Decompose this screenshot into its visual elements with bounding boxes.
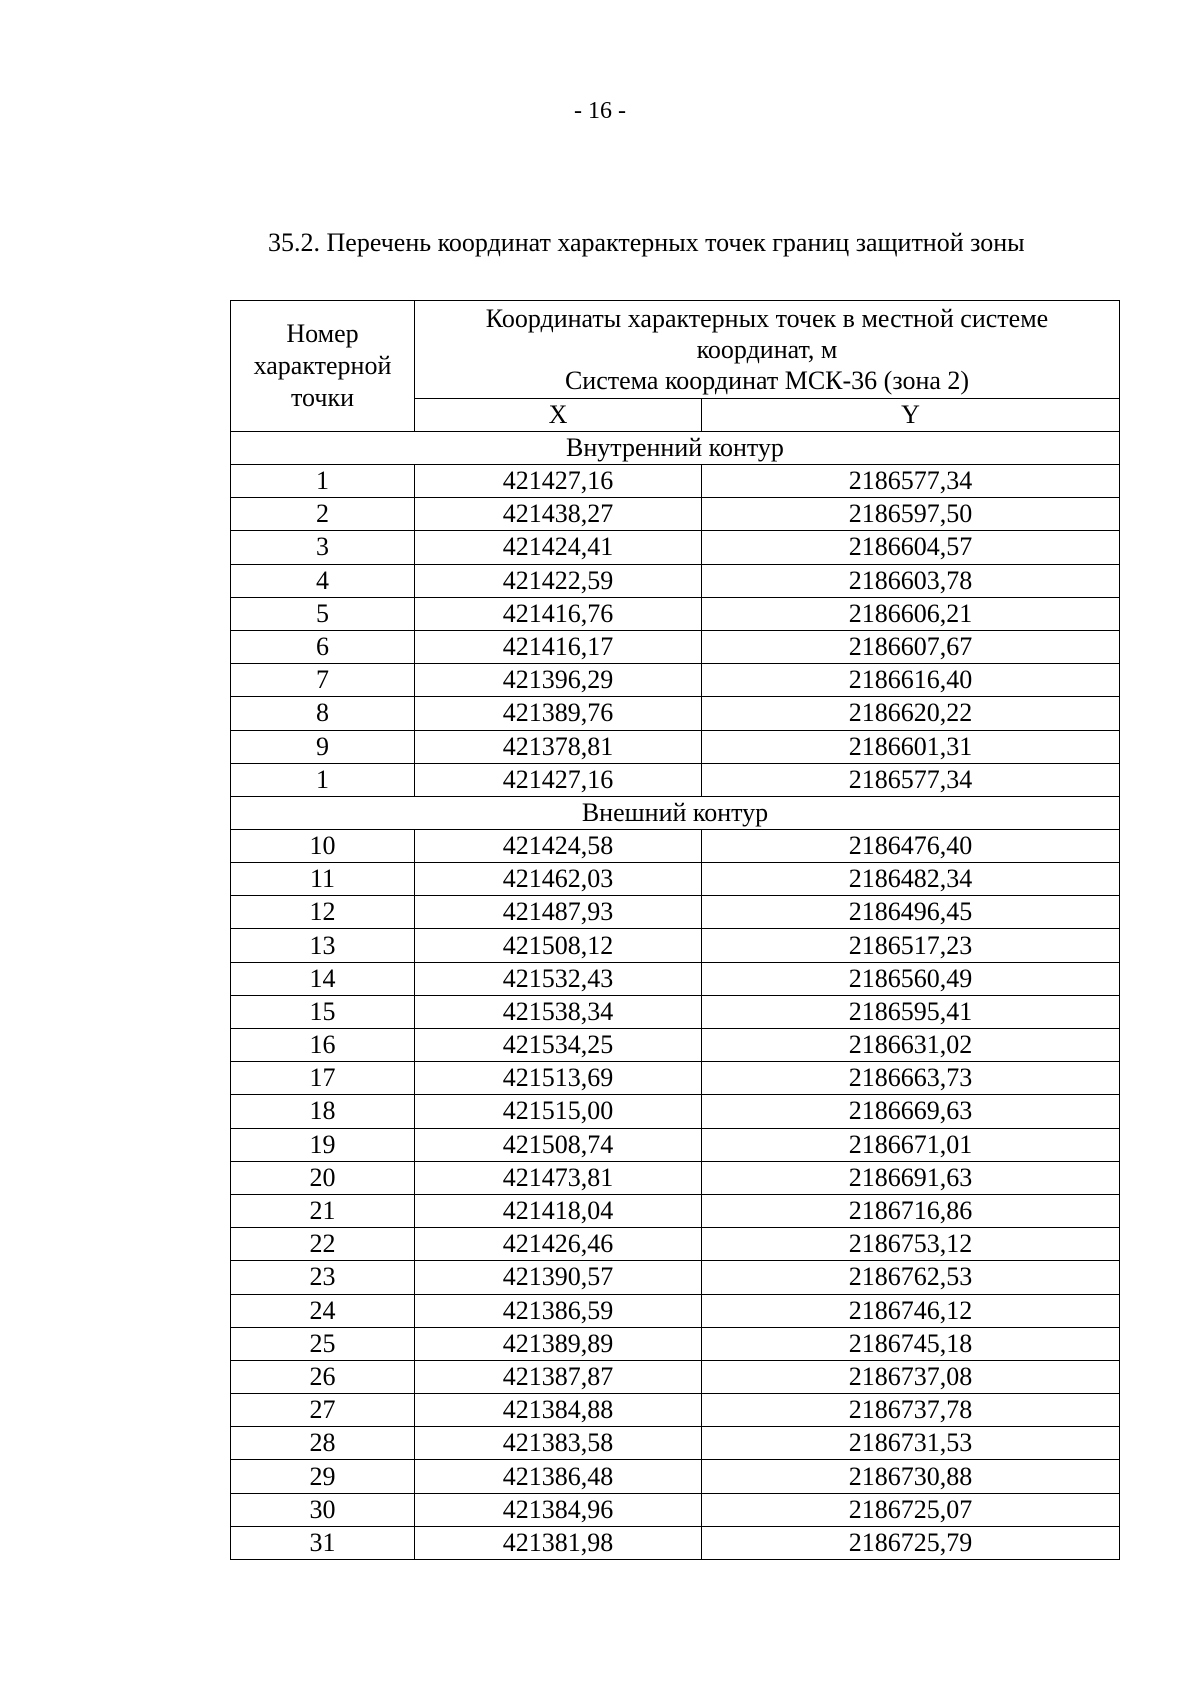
coordinates-table bbox=[230, 300, 1120, 1560]
section-title: Внутренний контур bbox=[231, 432, 1120, 465]
header-point-number bbox=[231, 301, 415, 432]
cell-point-number: 1 bbox=[231, 465, 415, 498]
table-row bbox=[231, 1261, 1120, 1294]
cell-point-number: 6 bbox=[231, 630, 415, 663]
cell-x: 421389,76 bbox=[415, 697, 702, 730]
cell-x: 421416,17 bbox=[415, 630, 702, 663]
cell-y: 2186597,50 bbox=[702, 498, 1120, 531]
cell-y: 2186745,18 bbox=[702, 1327, 1120, 1360]
cell-point-number: 3 bbox=[231, 531, 415, 564]
table-row bbox=[231, 995, 1120, 1028]
header-coordinates bbox=[415, 301, 1120, 399]
cell-y: 2186476,40 bbox=[702, 829, 1120, 862]
table-row bbox=[231, 564, 1120, 597]
cell-point-number: 20 bbox=[231, 1161, 415, 1194]
section-row bbox=[231, 796, 1120, 829]
header-coords-line: Система координат МСК-36 (зона 2) bbox=[564, 366, 970, 395]
table-row bbox=[231, 1228, 1120, 1261]
cell-x: 421386,48 bbox=[415, 1460, 702, 1493]
cell-point-number: 13 bbox=[231, 929, 415, 962]
cell-y: 2186577,34 bbox=[702, 465, 1120, 498]
table-row bbox=[231, 1062, 1120, 1095]
cell-y: 2186716,86 bbox=[702, 1194, 1120, 1227]
table-row bbox=[231, 763, 1120, 796]
table-row bbox=[231, 465, 1120, 498]
table-row bbox=[231, 1394, 1120, 1427]
cell-x: 421387,87 bbox=[415, 1360, 702, 1393]
cell-point-number: 31 bbox=[231, 1526, 415, 1559]
table-row bbox=[231, 1427, 1120, 1460]
cell-x: 421427,16 bbox=[415, 763, 702, 796]
cell-x: 421534,25 bbox=[415, 1029, 702, 1062]
cell-point-number: 25 bbox=[231, 1327, 415, 1360]
cell-y: 2186737,78 bbox=[702, 1394, 1120, 1427]
header-point-line: характерной bbox=[253, 351, 392, 380]
cell-x: 421513,69 bbox=[415, 1062, 702, 1095]
cell-y: 2186753,12 bbox=[702, 1228, 1120, 1261]
cell-point-number: 7 bbox=[231, 664, 415, 697]
cell-x: 421424,58 bbox=[415, 829, 702, 862]
cell-point-number: 29 bbox=[231, 1460, 415, 1493]
cell-point-number: 21 bbox=[231, 1194, 415, 1227]
cell-x: 421396,29 bbox=[415, 664, 702, 697]
cell-y: 2186762,53 bbox=[702, 1261, 1120, 1294]
cell-x: 421384,96 bbox=[415, 1493, 702, 1526]
section-title: Внешний контур bbox=[231, 796, 1120, 829]
cell-y: 2186496,45 bbox=[702, 896, 1120, 929]
cell-point-number: 10 bbox=[231, 829, 415, 862]
table-row bbox=[231, 962, 1120, 995]
cell-x: 421515,00 bbox=[415, 1095, 702, 1128]
cell-x: 421532,43 bbox=[415, 962, 702, 995]
table-row bbox=[231, 1095, 1120, 1128]
cell-point-number: 9 bbox=[231, 730, 415, 763]
table-row bbox=[231, 896, 1120, 929]
table-row bbox=[231, 498, 1120, 531]
table-row bbox=[231, 829, 1120, 862]
table-row bbox=[231, 1128, 1120, 1161]
cell-y: 2186604,57 bbox=[702, 531, 1120, 564]
cell-point-number: 16 bbox=[231, 1029, 415, 1062]
header-x: X bbox=[415, 399, 702, 432]
cell-x: 421487,93 bbox=[415, 896, 702, 929]
cell-point-number: 28 bbox=[231, 1427, 415, 1460]
cell-point-number: 8 bbox=[231, 697, 415, 730]
page-number: - 16 - bbox=[574, 98, 626, 124]
cell-y: 2186671,01 bbox=[702, 1128, 1120, 1161]
cell-y: 2186560,49 bbox=[702, 962, 1120, 995]
cell-x: 421418,04 bbox=[415, 1194, 702, 1227]
cell-point-number: 27 bbox=[231, 1394, 415, 1427]
cell-y: 2186631,02 bbox=[702, 1029, 1120, 1062]
table-row bbox=[231, 929, 1120, 962]
table-row bbox=[231, 1194, 1120, 1227]
cell-x: 421384,88 bbox=[415, 1394, 702, 1427]
cell-point-number: 1 bbox=[231, 763, 415, 796]
table-row bbox=[231, 1327, 1120, 1360]
cell-point-number: 14 bbox=[231, 962, 415, 995]
section-row bbox=[231, 432, 1120, 465]
cell-point-number: 12 bbox=[231, 896, 415, 929]
cell-y: 2186607,67 bbox=[702, 630, 1120, 663]
header-coords-line: Координаты характерных точек в местной системе bbox=[485, 304, 1049, 333]
cell-x: 421422,59 bbox=[415, 564, 702, 597]
cell-x: 421416,76 bbox=[415, 597, 702, 630]
table-row bbox=[231, 597, 1120, 630]
cell-y: 2186595,41 bbox=[702, 995, 1120, 1028]
cell-x: 421538,34 bbox=[415, 995, 702, 1028]
cell-point-number: 23 bbox=[231, 1261, 415, 1294]
table-row bbox=[231, 664, 1120, 697]
cell-y: 2186606,21 bbox=[702, 597, 1120, 630]
cell-x: 421473,81 bbox=[415, 1161, 702, 1194]
table-row bbox=[231, 1360, 1120, 1393]
cell-y: 2186731,53 bbox=[702, 1427, 1120, 1460]
cell-y: 2186603,78 bbox=[702, 564, 1120, 597]
cell-y: 2186725,07 bbox=[702, 1493, 1120, 1526]
cell-x: 421383,58 bbox=[415, 1427, 702, 1460]
cell-x: 421389,89 bbox=[415, 1327, 702, 1360]
cell-x: 421427,16 bbox=[415, 465, 702, 498]
header-point-line: Номер bbox=[286, 319, 359, 348]
cell-point-number: 11 bbox=[231, 863, 415, 896]
cell-y: 2186601,31 bbox=[702, 730, 1120, 763]
cell-x: 421426,46 bbox=[415, 1228, 702, 1261]
table-row bbox=[231, 730, 1120, 763]
header-coords-line: координат, м bbox=[696, 335, 838, 364]
cell-y: 2186746,12 bbox=[702, 1294, 1120, 1327]
cell-point-number: 5 bbox=[231, 597, 415, 630]
cell-y: 2186616,40 bbox=[702, 664, 1120, 697]
cell-y: 2186663,73 bbox=[702, 1062, 1120, 1095]
table-row bbox=[231, 1460, 1120, 1493]
cell-point-number: 30 bbox=[231, 1493, 415, 1526]
cell-x: 421381,98 bbox=[415, 1526, 702, 1559]
cell-y: 2186730,88 bbox=[702, 1460, 1120, 1493]
table-row bbox=[231, 697, 1120, 730]
cell-y: 2186482,34 bbox=[702, 863, 1120, 896]
cell-x: 421508,74 bbox=[415, 1128, 702, 1161]
cell-x: 421390,57 bbox=[415, 1261, 702, 1294]
cell-point-number: 15 bbox=[231, 995, 415, 1028]
table-row bbox=[231, 531, 1120, 564]
cell-x: 421378,81 bbox=[415, 730, 702, 763]
table-row bbox=[231, 863, 1120, 896]
table-row bbox=[231, 1161, 1120, 1194]
table-row bbox=[231, 1493, 1120, 1526]
table-row bbox=[231, 1526, 1120, 1559]
cell-x: 421508,12 bbox=[415, 929, 702, 962]
cell-x: 421424,41 bbox=[415, 531, 702, 564]
cell-y: 2186517,23 bbox=[702, 929, 1120, 962]
cell-y: 2186620,22 bbox=[702, 697, 1120, 730]
table-row bbox=[231, 1029, 1120, 1062]
cell-point-number: 4 bbox=[231, 564, 415, 597]
cell-x: 421438,27 bbox=[415, 498, 702, 531]
cell-x: 421462,03 bbox=[415, 863, 702, 896]
cell-point-number: 19 bbox=[231, 1128, 415, 1161]
cell-y: 2186577,34 bbox=[702, 763, 1120, 796]
cell-point-number: 22 bbox=[231, 1228, 415, 1261]
cell-y: 2186725,79 bbox=[702, 1526, 1120, 1559]
cell-point-number: 17 bbox=[231, 1062, 415, 1095]
cell-x: 421386,59 bbox=[415, 1294, 702, 1327]
cell-point-number: 24 bbox=[231, 1294, 415, 1327]
cell-point-number: 18 bbox=[231, 1095, 415, 1128]
header-point-line: точки bbox=[291, 383, 354, 412]
cell-y: 2186669,63 bbox=[702, 1095, 1120, 1128]
cell-y: 2186691,63 bbox=[702, 1161, 1120, 1194]
header-y: Y bbox=[702, 399, 1120, 432]
table-row bbox=[231, 630, 1120, 663]
document-title: 35.2. Перечень координат характерных точек границ защитной зоны bbox=[268, 228, 1025, 257]
cell-point-number: 2 bbox=[231, 498, 415, 531]
cell-point-number: 26 bbox=[231, 1360, 415, 1393]
table-row bbox=[231, 1294, 1120, 1327]
table-header-row bbox=[231, 301, 1120, 399]
cell-y: 2186737,08 bbox=[702, 1360, 1120, 1393]
